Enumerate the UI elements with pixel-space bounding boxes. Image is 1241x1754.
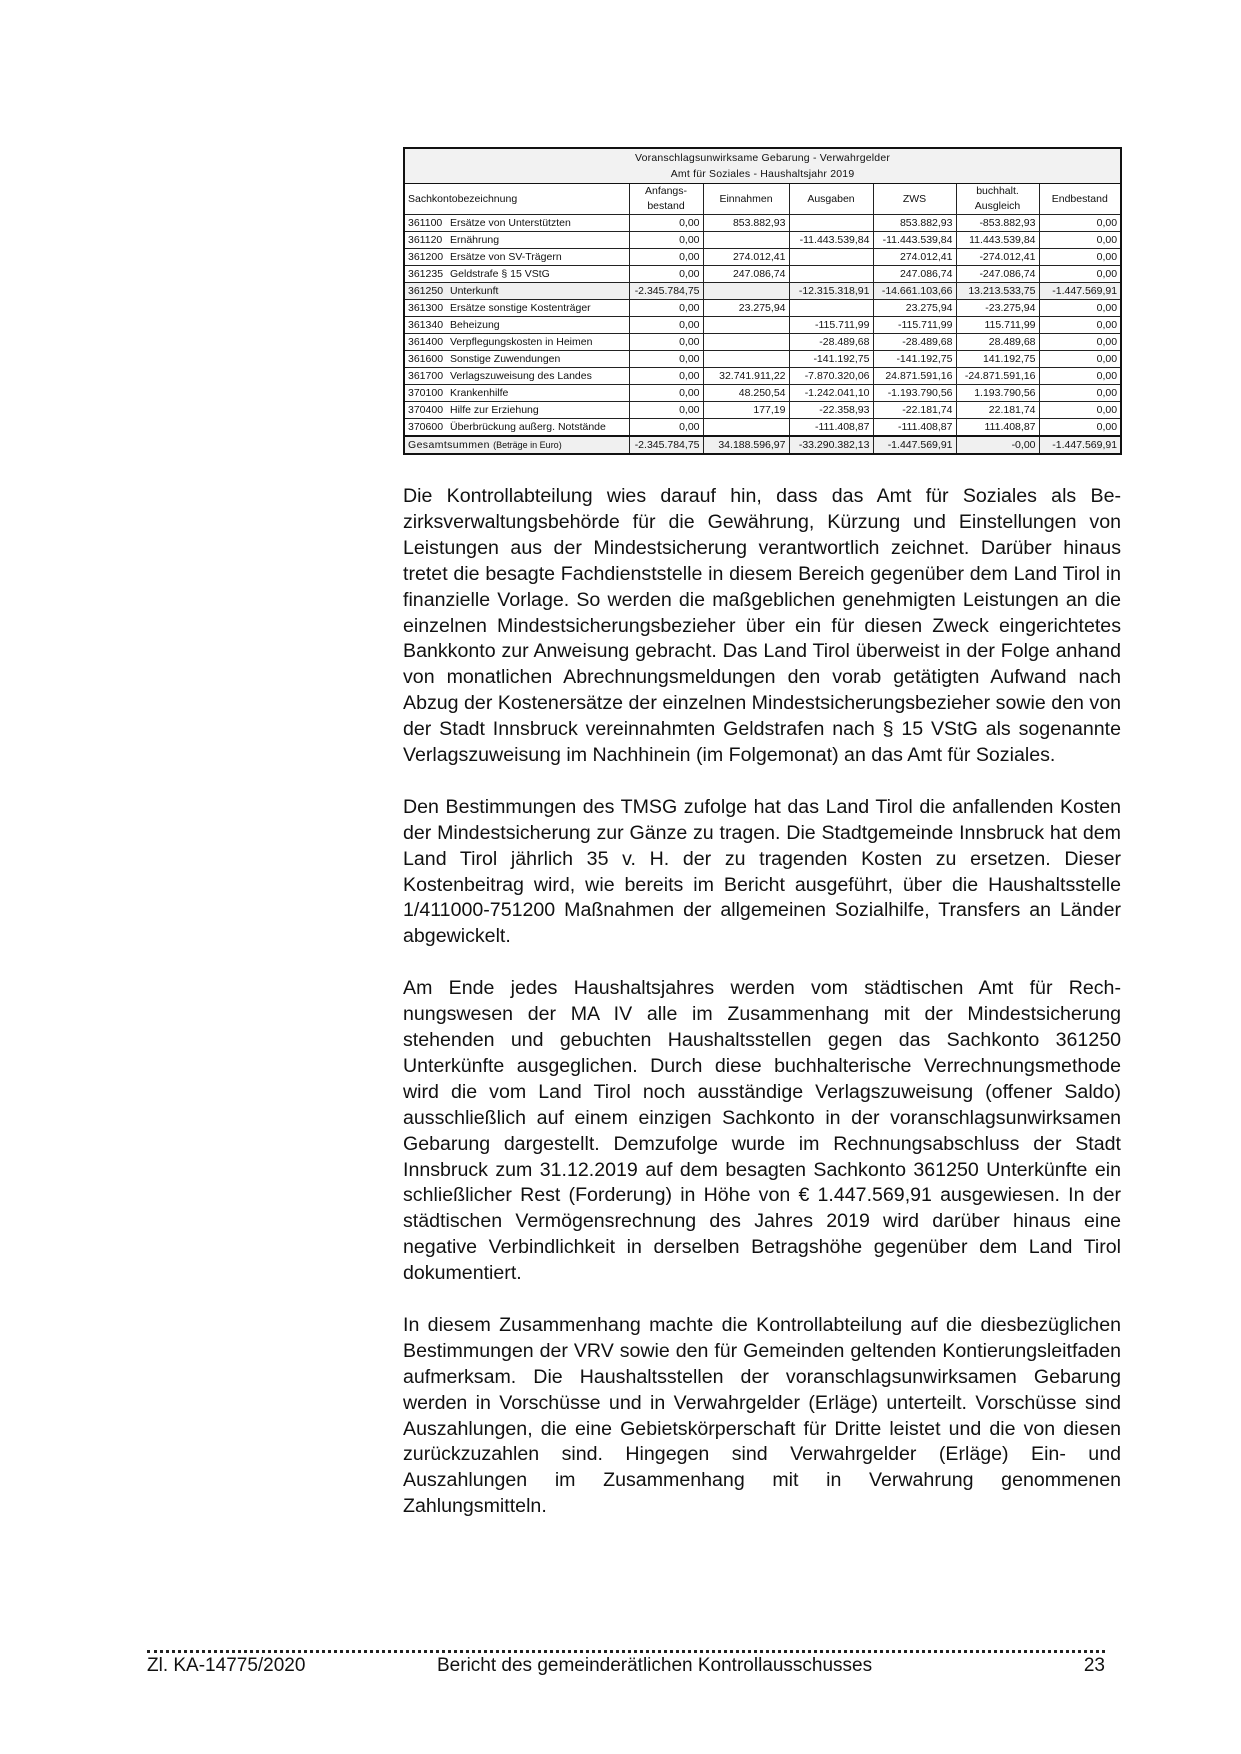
cell-endbestand: 0,00	[1039, 249, 1121, 266]
account-name: Unterkunft	[450, 284, 499, 297]
cell-ausgleich: 11.443.539,84	[956, 232, 1039, 249]
table-title-line-2: Amt für Soziales - Haushaltsjahr 2019	[670, 168, 855, 180]
total-anfangsbestand: -2.345.784,75	[629, 436, 703, 454]
total-label	[404, 436, 629, 454]
cell-zws: 853.882,93	[873, 215, 956, 232]
account-name: Ersätze von Unterstützten	[450, 216, 571, 229]
cell-anfang: 0,00	[629, 402, 703, 419]
cell-ausgaben	[789, 249, 873, 266]
table-row	[404, 385, 1121, 402]
account-code: 361250	[408, 284, 444, 297]
table-row	[404, 215, 1121, 232]
cell-sachkonto	[404, 249, 629, 266]
cell-ausgleich: 111.408,87	[956, 419, 1039, 437]
cell-anfang: 0,00	[629, 368, 703, 385]
verwahrgelder-table	[403, 147, 1122, 455]
cell-endbestand: 0,00	[1039, 402, 1121, 419]
cell-zws: -141.192,75	[873, 351, 956, 368]
cell-zws: -14.661.103,66	[873, 283, 956, 300]
total-zws: -1.447.569,91	[873, 436, 956, 454]
paragraph-1: Die Kontrollabteilung wies darauf hin, dass das Amt für Soziales als Bezirksverwaltungsbehörde für die Gewährung, Kürzung und Einstellungen von Leistungen aus der Mindestsicherung verantwortlich zeichnet. Darüber hinaus tretet die besagte Fachdienststelle in diesem Bereich gegenüber dem Land Tirol in finanzielle Vorlage. So werden die maßgeblichen genehmigten Leistungen an die einzelnen Mindestsicherungsbezieher über ein für diesen Zweck eingerichtetes Bankkonto zur Anweisung gebracht. Das Land Tirol überweist in der Folge anhand von monatlichen Abrechnungsmeldungen den vorab getätigten Aufwand nach Abzug der Kostenersätze der einzelnen Mindestsicherungsbezieher sowie den von der Stadt Innsbruck vereinnahmten Geldstrafen nach § 15 VStG als sogenannte Verlagszuweisung im Nachhinein (im Folgemonat) an das Amt für Soziales.	[403, 485, 1121, 767]
account-name: Sonstige Zuwendungen	[450, 352, 561, 365]
cell-endbestand: 0,00	[1039, 351, 1121, 368]
cell-sachkonto	[404, 232, 629, 249]
cell-ausgaben	[789, 300, 873, 317]
col-header-sachkonto: Sachkontobezeichnung	[404, 184, 629, 215]
cell-zws: -111.408,87	[873, 419, 956, 437]
cell-zws: 247.086,74	[873, 266, 956, 283]
cell-anfang: -2.345.784,75	[629, 283, 703, 300]
col-header-anfangsbestand	[629, 184, 703, 215]
col-header-ausgleich	[956, 184, 1039, 215]
account-code: 370400	[408, 403, 444, 416]
col-header-endbestand: Endbestand	[1039, 184, 1121, 215]
verwahrgelder-table-container	[403, 147, 1120, 455]
account-code: 361235	[408, 267, 444, 280]
cell-ausgaben: -1.242.041,10	[789, 385, 873, 402]
cell-einnahmen	[703, 232, 789, 249]
col-header-zws: ZWS	[873, 184, 956, 215]
account-name: Überbrückung außerg. Notstände	[450, 420, 606, 433]
cell-einnahmen	[703, 283, 789, 300]
cell-endbestand: 0,00	[1039, 385, 1121, 402]
cell-sachkonto	[404, 351, 629, 368]
footer-dotted-rule	[147, 1640, 1105, 1653]
paragraph-3: Am Ende jedes Haushaltsjahres werden vom städtischen Amt für Rechnungswesen der MA IV alle im Zusammenhang mit der Mindestsicherung stehenden und gebuchten Haushaltsstellen gegen das Sachkonto 361250 Unterkünfte ausgeglichen. Durch diese buchhalterische Verrechnungsmethode wird die vom Land Tirol noch ausständige Verlagszuweisung (offener Saldo) ausschließlich auf einem einzigen Sachkonto in der voranschlagsunwirksamen Gebarung dargestellt. Demzufolge wurde im Rechnungsabschluss der Stadt Innsbruck zum 31.12.2019 auf dem besagten Sachkonto 361250 Unterkünfte ein schließlicher Rest (Forderung) in Höhe von € 1.447.569,91 ausgewiesen. In der städtischen Vermögensrechnung des Jahres 2019 wird darüber hinaus eine negative Verbindlichkeit in derselben Betragshöhe gegenüber dem Land Tirol dokumentiert.	[403, 977, 1121, 1285]
table-row	[404, 334, 1121, 351]
table-body	[404, 215, 1121, 437]
table-row	[404, 402, 1121, 419]
cell-endbestand: 0,00	[1039, 334, 1121, 351]
account-name: Krankenhilfe	[450, 386, 509, 399]
cell-ausgaben: -141.192,75	[789, 351, 873, 368]
cell-ausgleich: 28.489,68	[956, 334, 1039, 351]
total-ausgaben: -33.290.382,13	[789, 436, 873, 454]
total-ausgleich: -0,00	[956, 436, 1039, 454]
cell-einnahmen: 32.741.911,22	[703, 368, 789, 385]
cell-sachkonto	[404, 300, 629, 317]
table-row	[404, 368, 1121, 385]
page-number: 23	[1083, 1655, 1105, 1676]
table-row	[404, 232, 1121, 249]
total-label-note: (Beträge in Euro)	[493, 439, 562, 450]
cell-anfang: 0,00	[629, 266, 703, 283]
cell-zws: -1.193.790,56	[873, 385, 956, 402]
page-footer	[147, 1655, 1105, 1679]
cell-anfang: 0,00	[629, 232, 703, 249]
cell-einnahmen: 23.275,94	[703, 300, 789, 317]
cell-einnahmen	[703, 317, 789, 334]
cell-einnahmen: 274.012,41	[703, 249, 789, 266]
cell-ausgleich: -247.086,74	[956, 266, 1039, 283]
account-code: 361400	[408, 335, 444, 348]
cell-sachkonto	[404, 368, 629, 385]
account-code: 361600	[408, 352, 444, 365]
col-header-ausgleich-line2: Ausgleich	[974, 200, 1021, 212]
account-name: Hilfe zur Erziehung	[450, 403, 539, 416]
account-code: 361340	[408, 318, 444, 331]
account-name: Ernährung	[450, 233, 500, 246]
cell-anfang: 0,00	[629, 215, 703, 232]
total-endbestand: -1.447.569,91	[1039, 436, 1121, 454]
cell-sachkonto	[404, 283, 629, 300]
table-row	[404, 419, 1121, 437]
cell-zws: 274.012,41	[873, 249, 956, 266]
account-name: Ersätze sonstige Kostenträger	[450, 301, 591, 314]
cell-ausgaben: -22.358,93	[789, 402, 873, 419]
cell-zws: 24.871.591,16	[873, 368, 956, 385]
col-header-ausgleich-line1: buchhalt.	[976, 185, 1019, 197]
cell-ausgaben	[789, 266, 873, 283]
cell-einnahmen	[703, 419, 789, 437]
cell-sachkonto	[404, 334, 629, 351]
cell-ausgaben: -28.489,68	[789, 334, 873, 351]
table-row	[404, 249, 1121, 266]
cell-einnahmen	[703, 351, 789, 368]
cell-zws: -115.711,99	[873, 317, 956, 334]
paragraph-4: In diesem Zusammenhang machte die Kontrollabteilung auf die diesbezüglichen Bestimmungen der VRV sowie den für Gemeinden geltenden Kontierungsleitfaden aufmerksam. Die Haushaltsstellen der voranschlagsunwirksamen Gebarung werden in Vorschüsse und in Verwahrgelder (Erläge) unterteilt. Vorschüsse sind Auszahlungen, die eine Gebietskörperschaft für Dritte leistet und die von diesen zurückzuzahlen sind. Hingegen sind Verwahrgelder (Erläge) Ein- und Auszahlungen im Zusammenhang mit in Verwahrung genommenen Zahlungsmitteln.	[403, 1313, 1121, 1518]
table-header-row	[404, 184, 1121, 215]
total-einnahmen: 34.188.596,97	[703, 436, 789, 454]
table-total-row	[404, 436, 1121, 454]
cell-einnahmen: 247.086,74	[703, 266, 789, 283]
footer-title: Bericht des gemeinderätlichen Kontrollausschusses	[437, 1655, 873, 1676]
account-name: Geldstrafe § 15 VStG	[450, 267, 550, 280]
cell-ausgaben	[789, 215, 873, 232]
account-code: 361200	[408, 250, 444, 263]
account-code: 370600	[408, 420, 444, 433]
cell-sachkonto	[404, 402, 629, 419]
table-title-line-1: Voranschlagsunwirksame Gebarung - Verwahrgelder	[634, 152, 891, 164]
account-name: Verlagszuweisung des Landes	[450, 369, 592, 382]
body-text	[403, 484, 1121, 1546]
cell-ausgleich: -23.275,94	[956, 300, 1039, 317]
cell-ausgleich: 13.213.533,75	[956, 283, 1039, 300]
table-row	[404, 266, 1121, 283]
account-code: 361300	[408, 301, 444, 314]
cell-anfang: 0,00	[629, 300, 703, 317]
footer-reference: Zl. KA-14775/2020	[147, 1655, 306, 1676]
cell-zws: -28.489,68	[873, 334, 956, 351]
account-code: 361120	[408, 233, 443, 246]
cell-sachkonto	[404, 266, 629, 283]
account-code: 361700	[408, 369, 444, 382]
cell-ausgaben: -111.408,87	[789, 419, 873, 437]
account-name: Ersätze von SV-Trägern	[450, 250, 562, 263]
cell-endbestand: 0,00	[1039, 232, 1121, 249]
cell-ausgleich: 141.192,75	[956, 351, 1039, 368]
account-code: 361100	[408, 216, 443, 229]
cell-anfang: 0,00	[629, 249, 703, 266]
cell-zws: -22.181,74	[873, 402, 956, 419]
cell-einnahmen: 177,19	[703, 402, 789, 419]
table-title	[404, 148, 1121, 184]
cell-ausgleich: 1.193.790,56	[956, 385, 1039, 402]
cell-ausgleich: -853.882,93	[956, 215, 1039, 232]
cell-endbestand: 0,00	[1039, 317, 1121, 334]
table-row	[404, 317, 1121, 334]
cell-endbestand: 0,00	[1039, 266, 1121, 283]
paragraph-2: Den Bestimmungen des TMSG zufolge hat das Land Tirol die anfallenden Kosten der Mindestsicherung zur Gänze zu tragen. Die Stadtgemeinde Innsbruck hat dem Land Tirol jährlich 35 v. H. der zu tragenden Kosten zu ersetzen. Dieser Kostenbeitrag wird, wie bereits im Bericht ausgeführt, über die Haushaltsstelle 1/411000-751200 Maßnahmen der allgemeinen Sozialhilfe, Transfers an Länder abgewickelt.	[403, 795, 1121, 948]
cell-endbestand: 0,00	[1039, 215, 1121, 232]
col-header-anfangsbestand-line2: bestand	[647, 200, 685, 212]
cell-endbestand: -1.447.569,91	[1039, 283, 1121, 300]
cell-sachkonto	[404, 385, 629, 402]
cell-ausgaben: -7.870.320,06	[789, 368, 873, 385]
cell-sachkonto	[404, 317, 629, 334]
col-header-einnahmen: Einnahmen	[703, 184, 789, 215]
cell-zws: 23.275,94	[873, 300, 956, 317]
cell-zws: -11.443.539,84	[873, 232, 956, 249]
table-row	[404, 351, 1121, 368]
cell-einnahmen: 853.882,93	[703, 215, 789, 232]
cell-sachkonto	[404, 215, 629, 232]
cell-ausgleich: 115.711,99	[956, 317, 1039, 334]
cell-ausgleich: -274.012,41	[956, 249, 1039, 266]
cell-anfang: 0,00	[629, 351, 703, 368]
cell-endbestand: 0,00	[1039, 300, 1121, 317]
cell-ausgaben: -115.711,99	[789, 317, 873, 334]
cell-ausgleich: -24.871.591,16	[956, 368, 1039, 385]
cell-anfang: 0,00	[629, 334, 703, 351]
cell-anfang: 0,00	[629, 419, 703, 437]
cell-anfang: 0,00	[629, 385, 703, 402]
cell-endbestand: 0,00	[1039, 419, 1121, 437]
cell-endbestand: 0,00	[1039, 368, 1121, 385]
col-header-ausgaben: Ausgaben	[789, 184, 873, 215]
account-name: Verpflegungskosten in Heimen	[450, 335, 593, 348]
account-code: 370100	[408, 386, 444, 399]
cell-anfang: 0,00	[629, 317, 703, 334]
table-row	[404, 283, 1121, 300]
cell-einnahmen	[703, 334, 789, 351]
table-row	[404, 300, 1121, 317]
cell-ausgaben: -11.443.539,84	[789, 232, 873, 249]
total-label-text: Gesamtsummen	[408, 438, 490, 451]
cell-ausgleich: 22.181,74	[956, 402, 1039, 419]
cell-sachkonto	[404, 419, 629, 437]
cell-ausgaben: -12.315.318,91	[789, 283, 873, 300]
col-header-anfangsbestand-line1: Anfangs-	[644, 185, 688, 197]
cell-einnahmen: 48.250,54	[703, 385, 789, 402]
account-name: Beheizung	[450, 318, 500, 331]
